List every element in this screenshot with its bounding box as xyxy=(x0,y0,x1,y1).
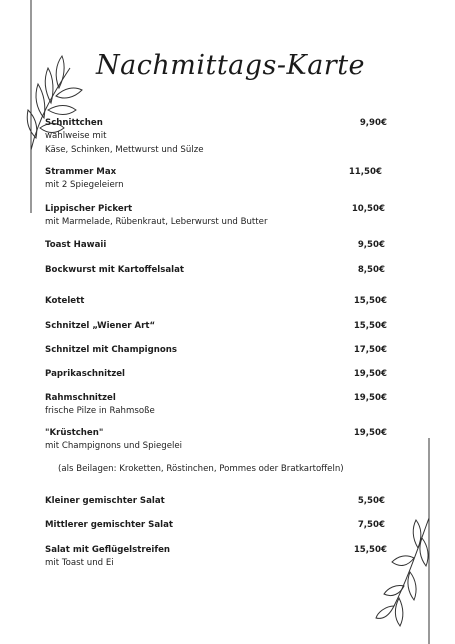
menu-item xyxy=(45,544,390,570)
item-description: mit 2 Spiegeleiern xyxy=(45,180,124,190)
item-name: Strammer Max xyxy=(45,167,117,177)
item-name: Salat mit Geflügelstreifen xyxy=(45,545,171,555)
item-price: 15,50€ xyxy=(353,545,387,555)
item-price: 15,50€ xyxy=(353,296,387,306)
page-title: Nachmittags-Karte xyxy=(96,50,366,81)
item-description: frische Pilze in Rahmsoße xyxy=(45,406,155,416)
item-name: Toast Hawaii xyxy=(45,240,107,250)
item-price: 10,50€ xyxy=(351,204,385,214)
item-description: mit Champignons und Spiegelei xyxy=(45,441,183,451)
item-description: wahlweise mit xyxy=(45,131,107,141)
item-price: 11,50€ xyxy=(348,167,382,177)
item-price: 7,50€ xyxy=(357,520,385,530)
menu-item xyxy=(45,344,390,356)
side-dishes-note: (als Beilagen: Kroketten, Röstinchen, Pommes oder Bratkartoffeln) xyxy=(58,464,344,474)
item-price: 19,50€ xyxy=(353,428,387,438)
menu-item xyxy=(45,239,390,251)
item-name: Kotelett xyxy=(45,296,85,306)
item-name: Paprikaschnitzel xyxy=(45,369,125,379)
menu-item xyxy=(45,295,390,307)
item-name: Bockwurst mit Kartoffelsalat xyxy=(45,265,184,275)
item-price: 15,50€ xyxy=(353,321,387,331)
leaf-branch-icon xyxy=(368,438,438,644)
item-price: 19,50€ xyxy=(353,393,387,403)
item-name: Schnitzel „Wiener Art“ xyxy=(45,321,156,331)
item-name: Mittlerer gemischter Salat xyxy=(45,520,173,530)
menu-item xyxy=(45,519,390,531)
item-description: mit Marmelade, Rübenkraut, Leberwurst und Butter xyxy=(45,217,268,227)
item-name: Kleiner gemischter Salat xyxy=(45,496,165,506)
menu-item xyxy=(45,495,390,507)
item-name: Schnittchen xyxy=(45,118,103,128)
item-description: mit Toast und Ei xyxy=(45,558,114,568)
item-price: 17,50€ xyxy=(353,345,387,355)
menu-item xyxy=(45,203,390,229)
menu-item xyxy=(45,264,390,276)
item-price: 19,50€ xyxy=(353,369,387,379)
item-name: "Krüstchen" xyxy=(45,428,104,438)
item-name: Lippischer Pickert xyxy=(45,204,133,214)
item-price: 5,50€ xyxy=(357,496,385,506)
item-name: Rahmschnitzel xyxy=(45,393,116,403)
item-price: 8,50€ xyxy=(357,265,385,275)
menu-item xyxy=(45,427,390,453)
menu-item xyxy=(45,368,390,380)
item-description: Käse, Schinken, Mettwurst und Sülze xyxy=(45,145,204,155)
item-price: 9,90€ xyxy=(359,118,387,128)
menu-item xyxy=(45,392,390,418)
menu-item xyxy=(45,117,390,157)
menu-item xyxy=(45,320,390,332)
item-price: 9,50€ xyxy=(357,240,385,250)
menu-item xyxy=(45,166,390,192)
item-name: Schnitzel mit Champignons xyxy=(45,345,178,355)
